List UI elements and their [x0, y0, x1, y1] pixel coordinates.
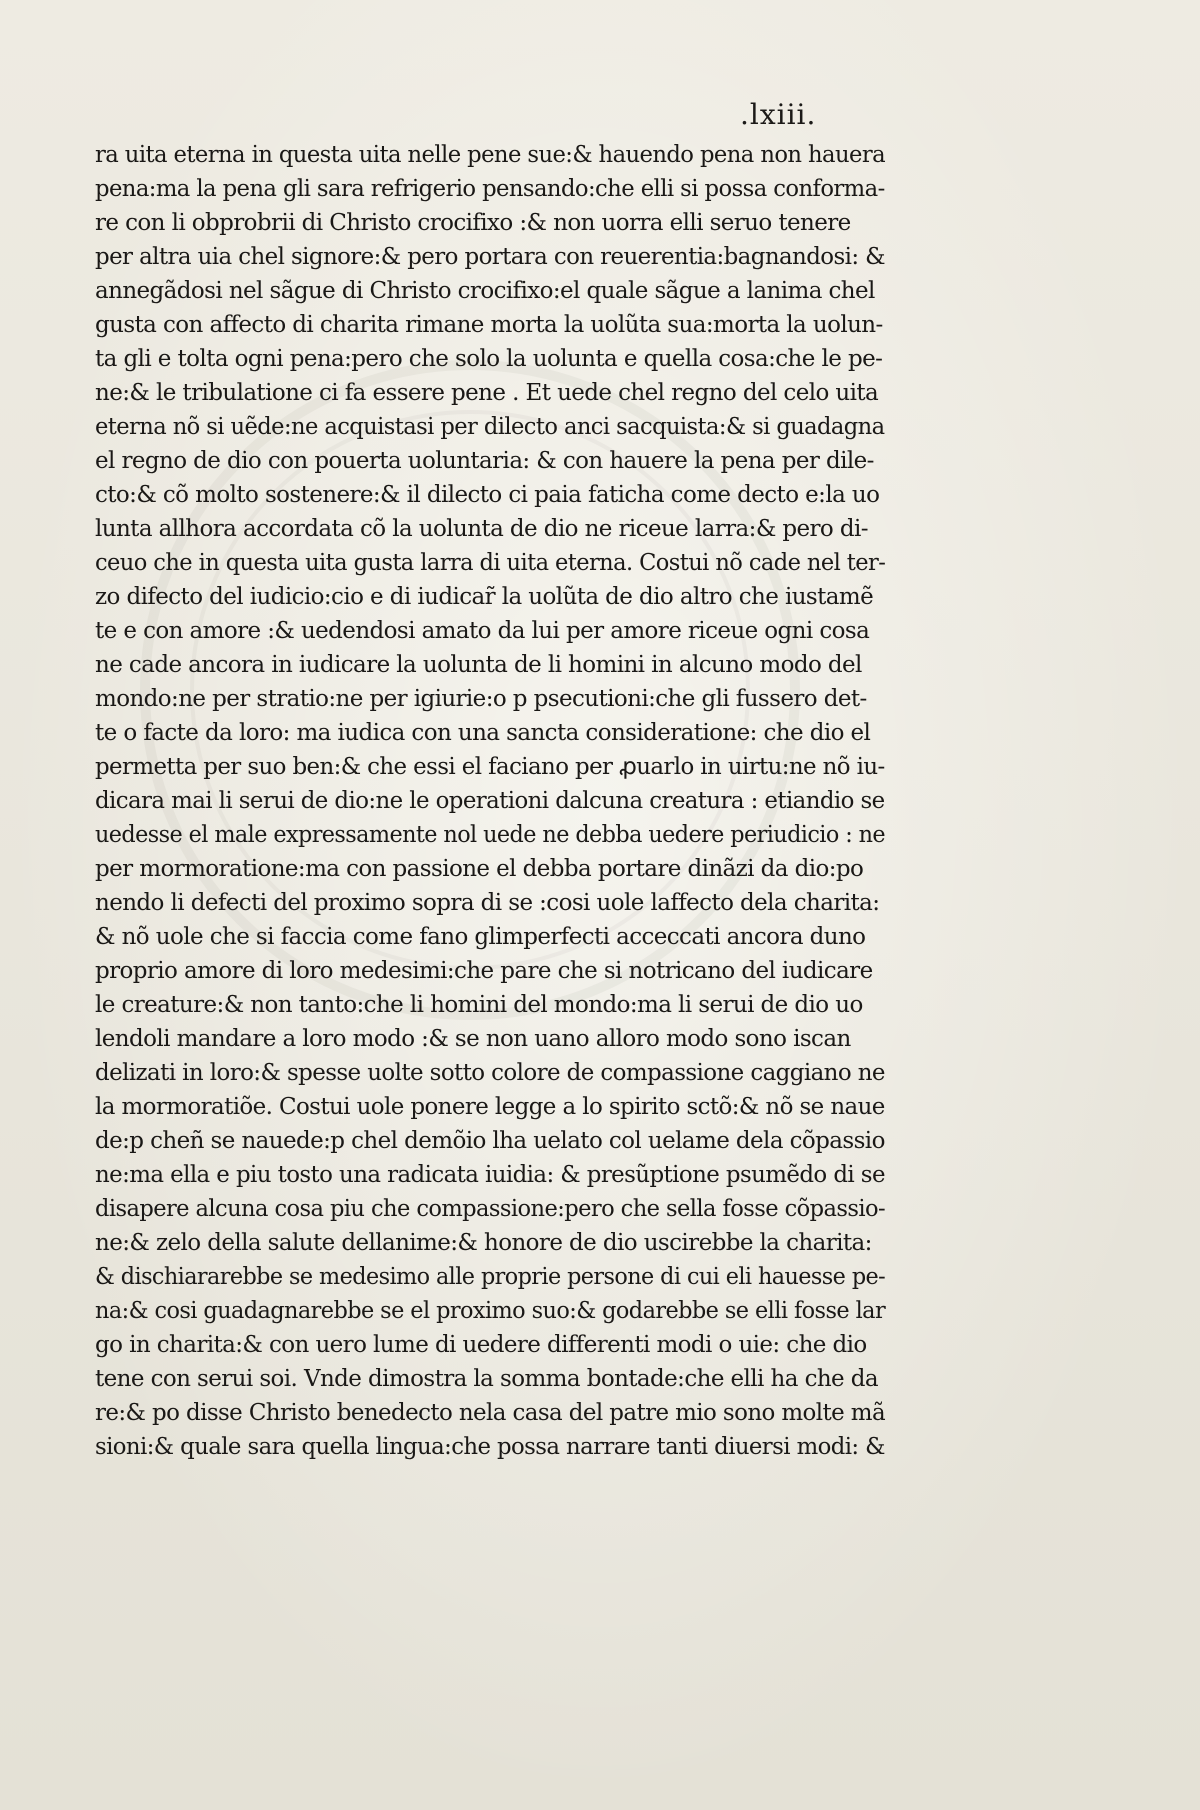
text-line: disapere alcuna cosa piu che compassione:pero che sella fosse cõpassio-: [95, 1196, 886, 1222]
text-line: gusta con affecto di charita rimane morta la uolũta sua:morta la uolun-: [95, 312, 883, 338]
text-line: le creature:& non tanto:che li homini del mondo:ma li serui de dio uo: [95, 992, 863, 1018]
text-line: per mormoratione:ma con passione el debba portare dinãzi da dio:po: [95, 856, 864, 882]
text-line: na:& cosi guadagnarebbe se el proximo suo:& godarebbe se elli fosse lar: [95, 1298, 886, 1324]
text-line: ne cade ancora in iudicare la uolunta de li homini in alcuno modo del: [95, 652, 862, 678]
text-line: mondo:ne per stratio:ne per igiurie:o p psecutioni:che gli fussero det-: [95, 686, 867, 712]
text-line: nendo li defecti del proximo sopra di se :cosi uole laffecto dela charita:: [95, 890, 880, 916]
text-line: el regno de dio con pouerta uoluntaria: & con hauere la pena per dile-: [95, 448, 874, 474]
folio-number: .lxiii.: [740, 98, 817, 131]
text-line: annegãdosi nel sãgue di Christo crocifixo:el quale sãgue a lanima chel: [95, 278, 875, 304]
text-line: uedesse el male expressamente nol uede ne debba uedere periudicio : ne: [95, 822, 886, 848]
text-line: proprio amore di loro medesimi:che pare che si notricano del iudicare: [95, 958, 873, 984]
text-line: cto:& cõ molto sostenere:& il dilecto ci paia faticha come decto e:la uo: [95, 482, 880, 508]
text-line: & dischiararebbe se medesimo alle proprie persone di cui eli hauesse pe-: [95, 1264, 886, 1290]
text-line: re con li obprobrii di Christo crocifixo :& non uorra elli seruo tenere: [95, 210, 851, 236]
text-line: permetta per suo ben:& che essi el faciano per ꝓuarlo in uirtu:ne nõ iu-: [95, 754, 885, 780]
text-line: ne:ma ella e piu tosto una radicata iuidia: & presũptione psumẽdo di se: [95, 1162, 885, 1188]
text-line: per altra uia chel signore:& pero portara con reuerentia:bagnandosi: &: [95, 244, 885, 270]
text-line: la mormoratiõe. Costui uole ponere legge a lo spirito sctõ:& nõ se naue: [95, 1094, 885, 1120]
text-line: tene con serui soi. Vnde dimostra la somma bontade:che elli ha che da: [95, 1366, 879, 1392]
text-line: te e con amore :& uedendosi amato da lui per amore riceue ogni cosa: [95, 618, 870, 644]
text-line: dicara mai li serui de dio:ne le operationi dalcuna creatura : etiandio se: [95, 788, 885, 814]
text-line: delizati in loro:& spesse uolte sotto colore de compassione caggiano ne: [95, 1060, 885, 1086]
text-line: pena:ma la pena gli sara refrigerio pensando:che elli si possa conforma-: [95, 176, 885, 202]
text-line: ceuo che in questa uita gusta larra di uita eterna. Costui nõ cade nel ter-: [95, 550, 886, 576]
body-text: [95, 138, 885, 1464]
text-line: eterna nõ si uẽde:ne acquistasi per dilecto anci sacquista:& si guadagna: [95, 414, 885, 440]
text-line: & nõ uole che si faccia come fano glimperfecti acceccati ancora duno: [95, 924, 866, 950]
text-line: lunta allhora accordata cõ la uolunta de dio ne riceue larra:& pero di-: [95, 516, 868, 542]
text-line: go in charita:& con uero lume di uedere differenti modi o uie: che dio: [95, 1332, 867, 1358]
text-line: sioni:& quale sara quella lingua:che possa narrare tanti diuersi modi: &: [95, 1434, 885, 1460]
text-line: de:p cheñ se nauede:p chel demõio lha uelato col uelame dela cõpassio: [95, 1128, 885, 1154]
text-line: ne:& zelo della salute dellanime:& honore de dio uscirebbe la charita:: [95, 1230, 872, 1256]
text-line: lendoli mandare a loro modo :& se non uano alloro modo sono iscan: [95, 1026, 851, 1052]
text-line: ne:& le tribulatione ci fa essere pene . Et uede chel regno del celo uita: [95, 380, 879, 406]
text-line: re:& po disse Christo benedecto nela casa del patre mio sono molte mã: [95, 1400, 886, 1426]
text-line: ta gli e tolta ogni pena:pero che solo la uolunta e quella cosa:che le pe-: [95, 346, 883, 372]
text-line: te o facte da loro: ma iudica con una sancta consideratione: che dio el: [95, 720, 871, 746]
text-line: ra uita eterna in questa uita nelle pene sue:& hauendo pena non hauera: [95, 142, 886, 168]
text-line: zo difecto del iudicio:cio e di iudicar̃ la uolũta de dio altro che iustamẽ: [95, 584, 874, 610]
